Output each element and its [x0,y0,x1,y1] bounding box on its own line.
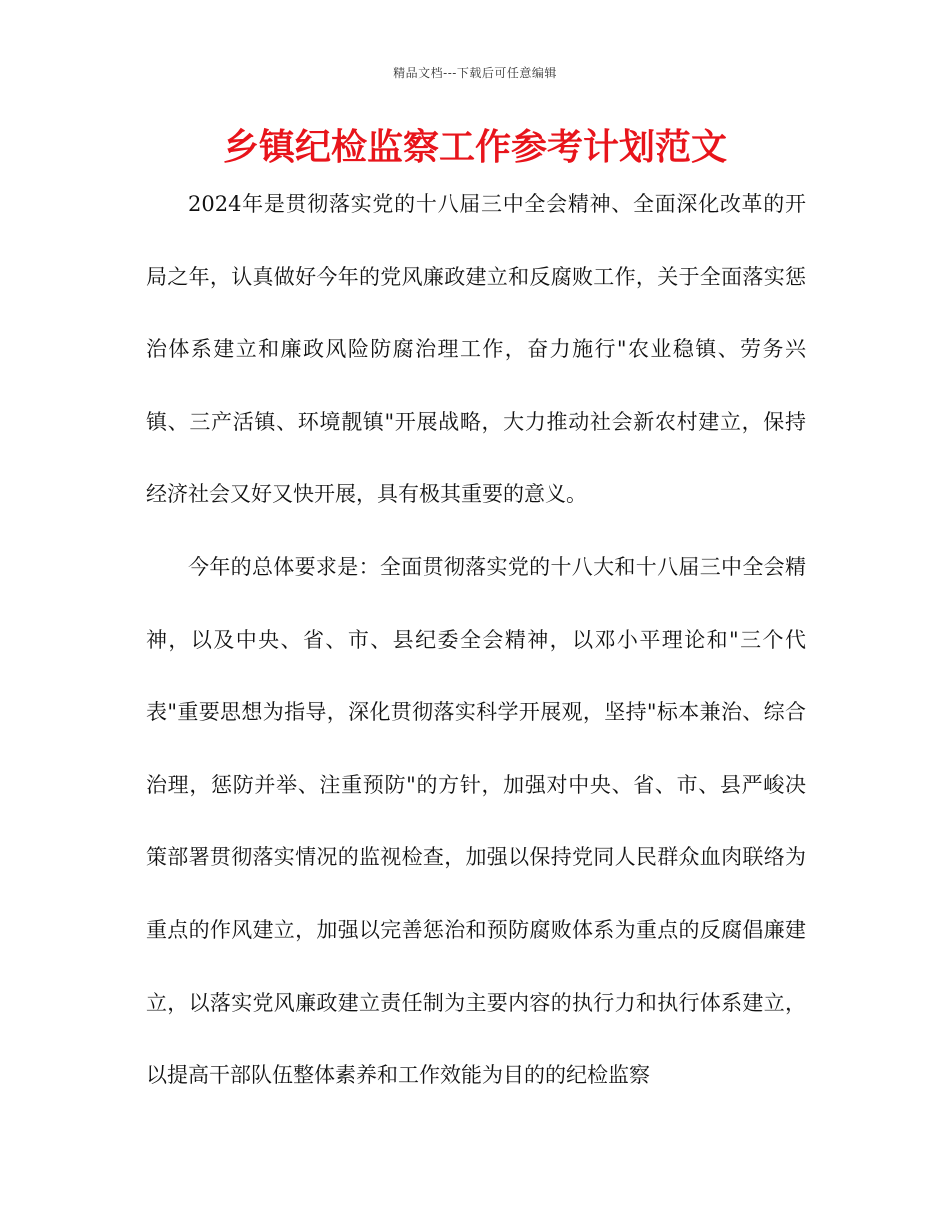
document-title: 乡镇纪检监察工作参考计划范文 [222,127,727,168]
header-note: 精品文档---下载后可任意编辑 [393,66,557,80]
paragraph: 今年的总体要求是：全面贯彻落实党的十八大和十八届三中全会精神，以及中央、省、市、县纪委全会精神，以邓小平理论和"三个代表"重要思想为指导，深化贯彻落实科学开展观，坚持"标本兼治、综合治理，惩防并举、注重预防"的方针，加强对中央、省、市、县严峻决策部署贯彻落实情况的监视检查，加强以保持党同人民群众血肉联络为重点的作风建立，加强以完善惩治和预防腐败体系为重点的反腐倡廉建立，以落实党风廉政建立责任制为主要内容的执行力和执行体系建立，以提高干部队伍整体素养和工作效能为目的的纪检监察 [146,554,806,1088]
document-body [146,168,806,1112]
paragraph: 2024年是贯彻落实党的十八届三中全会精神、全面深化改革的开局之年，认真做好今年的党风廉政建立和反腐败工作，关于全面落实惩治体系建立和廉政风险防腐治理工作，奋力施行"农业稳镇、劳务兴镇、三产活镇、环境靓镇"开展战略，大力推动社会新农村建立，保持经济社会又好又快开展，具有极其重要的意义。 [146,192,806,507]
